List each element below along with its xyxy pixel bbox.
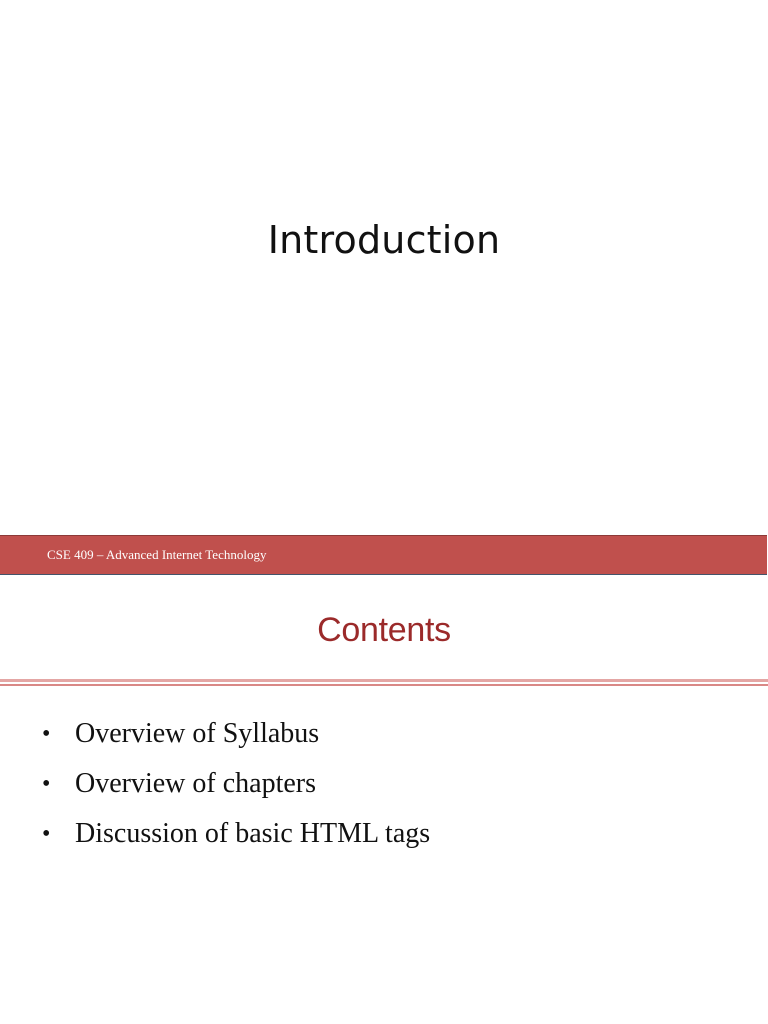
contents-title: Contents xyxy=(317,611,451,649)
slide-title: Introduction xyxy=(267,218,501,262)
footer-band xyxy=(0,535,767,575)
footer-course-label: CSE 409 – Advanced Internet Technology xyxy=(47,547,267,562)
bullet-icon: • xyxy=(42,721,51,747)
list-item-text: Overview of chapters xyxy=(75,768,317,799)
bullet-icon: • xyxy=(42,771,51,797)
bullet-icon: • xyxy=(42,821,51,847)
slide-contents xyxy=(0,576,768,1024)
list-item-text: Discussion of basic HTML tags xyxy=(75,818,431,849)
title-divider-bottom xyxy=(0,684,768,686)
list-item-text: Overview of Syllabus xyxy=(75,718,320,749)
title-divider-top xyxy=(0,679,768,682)
